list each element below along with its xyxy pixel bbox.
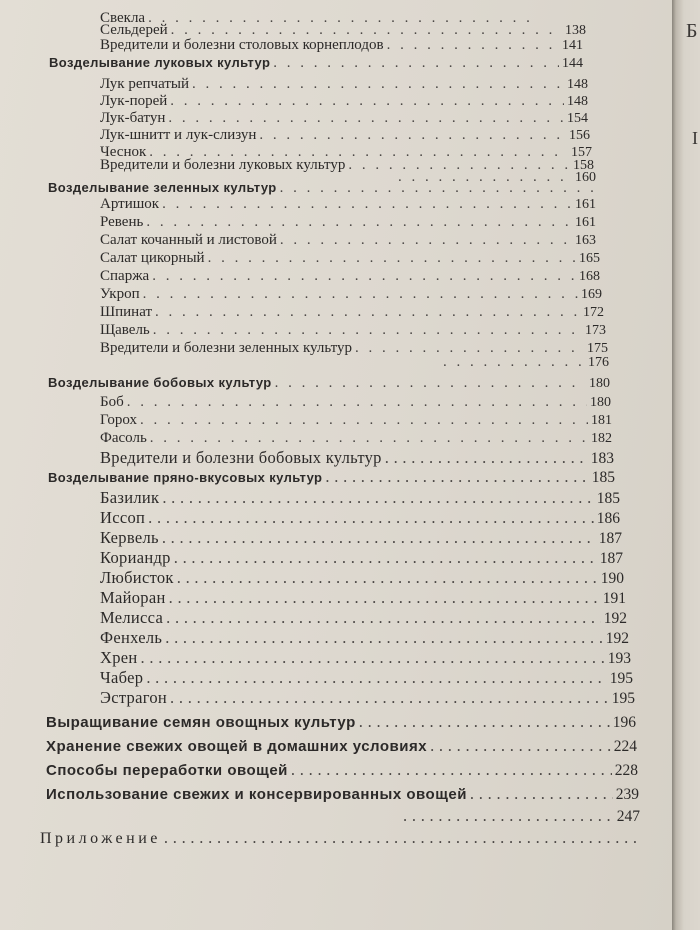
entry-title: Боб xyxy=(100,394,124,410)
page-number: 185 xyxy=(591,469,615,486)
toc-entry xyxy=(100,431,612,446)
facing-page-edge xyxy=(672,0,700,930)
toc-entry xyxy=(100,630,629,647)
dot-leader xyxy=(177,570,598,587)
toc-entry xyxy=(100,670,633,687)
entry-title: Шпинат xyxy=(100,304,153,320)
toc-entry xyxy=(100,287,602,302)
facing-page-letter: I xyxy=(692,128,698,148)
toc-section-entry xyxy=(46,786,639,803)
toc-entry xyxy=(100,590,626,607)
entry-title: Лук-шнитт и лук-слизун xyxy=(100,127,257,143)
entry-title: Вредители и болезни луковых культур xyxy=(100,157,346,173)
entry-title: Мелисса xyxy=(100,608,164,627)
entry-title: Приложение xyxy=(40,830,161,847)
dot-leader xyxy=(275,376,586,391)
dot-leader xyxy=(430,738,611,755)
dot-leader xyxy=(192,77,564,92)
dot-leader xyxy=(165,630,603,647)
dot-leader xyxy=(148,510,594,527)
page-number: 228 xyxy=(614,762,638,779)
toc-entry xyxy=(100,341,608,356)
page-number: 144 xyxy=(562,56,583,71)
entry-title: Выращивание семян овощных культур xyxy=(46,714,356,731)
toc-entry xyxy=(100,215,596,230)
entry-title: Свекла xyxy=(100,10,146,26)
dot-leader xyxy=(291,762,612,779)
page-number: 161 xyxy=(575,197,596,212)
page-number: 172 xyxy=(583,305,604,320)
dot-leader xyxy=(280,233,572,248)
entry-title: Фенхель xyxy=(100,628,163,647)
toc-appendix-entry xyxy=(40,830,640,847)
page-number: 180 xyxy=(589,376,610,391)
toc-entry xyxy=(100,530,622,547)
page-number: 185 xyxy=(596,490,620,507)
entry-title: Фасоль xyxy=(100,430,147,446)
dot-leader xyxy=(162,490,593,507)
facing-page-letter: Б xyxy=(686,20,698,42)
dot-leader xyxy=(162,530,596,547)
toc-entry xyxy=(100,251,600,266)
dot-leader xyxy=(127,395,587,410)
page-number: 182 xyxy=(591,431,612,446)
entry-title: Возделывание зеленных культур xyxy=(48,180,277,195)
toc-entry xyxy=(100,450,614,467)
entry-title: Возделывание луковых культур xyxy=(49,55,271,70)
dot-leader xyxy=(166,610,601,627)
page-number: 173 xyxy=(585,323,606,338)
toc-entry xyxy=(100,305,604,320)
entry-title: Салат цикорный xyxy=(100,250,205,266)
page-number: 247 xyxy=(616,808,640,825)
dot-leader xyxy=(170,94,564,109)
entry-title: Любисток xyxy=(100,568,174,587)
page-number: 190 xyxy=(600,570,624,587)
dot-leader xyxy=(280,181,593,196)
page-number: 191 xyxy=(602,590,626,607)
entry-title: Лук репчатый xyxy=(100,76,189,92)
dot-leader xyxy=(143,287,578,302)
page-number: 195 xyxy=(611,690,635,707)
toc-entry xyxy=(100,395,611,410)
page-number: 158 xyxy=(573,158,594,173)
toc-entry xyxy=(100,38,583,53)
page-number: 239 xyxy=(615,786,639,803)
toc-entry xyxy=(100,197,596,212)
dot-leader xyxy=(168,111,564,126)
entry-title: Горох xyxy=(100,412,137,428)
dot-leader xyxy=(273,56,559,71)
dot-leader xyxy=(155,305,580,320)
toc-entry xyxy=(100,111,588,126)
dot-leader xyxy=(470,786,613,803)
page-number: 156 xyxy=(569,128,590,143)
dot-leader xyxy=(162,197,572,212)
toc-entry xyxy=(100,413,612,428)
page-number: 141 xyxy=(562,38,583,53)
entry-title: Кориандр xyxy=(100,548,171,567)
entry-title: Лук-батун xyxy=(100,110,166,126)
dot-leader xyxy=(170,690,609,707)
dot-leader xyxy=(141,650,605,667)
entry-title: Майоран xyxy=(100,588,166,607)
page-number: 176 xyxy=(588,355,609,370)
page-number: 196 xyxy=(612,714,636,731)
page-number: 195 xyxy=(609,670,633,687)
dot-leader xyxy=(146,670,606,687)
page-number: 168 xyxy=(579,269,600,284)
toc-section-entry xyxy=(48,469,615,486)
toc-entry xyxy=(400,808,640,825)
page-number: 138 xyxy=(565,23,586,38)
toc-entry xyxy=(100,23,586,38)
entry-title: Вредители и болезни столовых корнеплодов xyxy=(100,37,384,53)
toc-entry xyxy=(100,610,627,627)
page-number: 183 xyxy=(590,450,614,467)
page-number: 187 xyxy=(599,550,623,567)
entry-title: Укроп xyxy=(100,286,140,302)
entry-title: Хрен xyxy=(100,648,138,667)
page-number: 169 xyxy=(581,287,602,302)
entry-title: Возделывание пряно-вкусовых культур xyxy=(48,470,323,485)
entry-title: Вредители и болезни зеленных культур xyxy=(100,340,353,356)
dot-leader xyxy=(259,128,566,143)
page-number: 192 xyxy=(603,610,627,627)
entry-title: Вредители и болезни бобовых культур xyxy=(100,448,382,467)
entry-title: Артишок xyxy=(100,196,160,212)
entry-title: Способы переработки овощей xyxy=(46,762,288,779)
dot-leader xyxy=(355,341,584,356)
page-number: 148 xyxy=(567,77,588,92)
entry-title: Использование свежих и консервированных овощей xyxy=(46,786,467,803)
entry-title: Сельдерей xyxy=(100,22,168,38)
entry-title: Чеснок xyxy=(100,144,147,160)
toc-entry xyxy=(100,94,588,109)
dot-leader xyxy=(403,808,614,825)
entry-title: Кервель xyxy=(100,528,159,547)
entry-title: Базилик xyxy=(100,488,160,507)
entry-title: Хранение свежих овощей в домашних условиях xyxy=(46,738,428,755)
entry-title: Ревень xyxy=(100,214,144,230)
page-number: 192 xyxy=(605,630,629,647)
toc-section-entry xyxy=(46,762,638,779)
toc-entry xyxy=(100,128,590,143)
dot-leader xyxy=(174,550,597,567)
entry-title: Лук-порей xyxy=(100,93,168,109)
dot-leader xyxy=(387,38,559,53)
page-number: 154 xyxy=(567,111,588,126)
dot-leader xyxy=(385,450,588,467)
dot-leader xyxy=(325,469,588,486)
dot-leader xyxy=(140,413,588,428)
page-number: 193 xyxy=(607,650,631,667)
toc-section-entry xyxy=(46,714,636,731)
toc-entry xyxy=(100,269,600,284)
dot-leader xyxy=(152,269,576,284)
toc-section-entry xyxy=(46,738,637,755)
toc-entry xyxy=(100,323,606,338)
toc-entry xyxy=(440,355,609,370)
entry-title: Эстрагон xyxy=(100,688,168,707)
toc-section-entry xyxy=(48,181,596,196)
dot-leader xyxy=(164,830,637,847)
page-number: 157 xyxy=(571,145,592,160)
dot-leader xyxy=(208,251,576,266)
page-number: 161 xyxy=(575,215,596,230)
toc-section-entry xyxy=(48,376,610,391)
toc-entry xyxy=(100,77,588,92)
entry-title: Салат кочанный и листовой xyxy=(100,232,277,248)
page-number: 181 xyxy=(591,413,612,428)
toc-entry xyxy=(100,550,623,567)
entry-title: Щавель xyxy=(100,322,150,338)
dot-leader xyxy=(359,714,610,731)
toc-entry xyxy=(100,490,620,507)
dot-leader xyxy=(153,323,582,338)
toc-entry xyxy=(100,233,596,248)
page-number: 148 xyxy=(567,94,588,109)
page-number: 175 xyxy=(587,341,608,356)
page-number: 186 xyxy=(596,510,620,527)
page-number: 160 xyxy=(575,170,596,185)
dot-leader xyxy=(171,23,562,38)
toc-section-entry xyxy=(49,56,583,71)
entry-title: Иссоп xyxy=(100,508,146,527)
dot-leader xyxy=(150,431,588,446)
toc-entry xyxy=(100,510,620,527)
page-number: 224 xyxy=(613,738,637,755)
toc-entry xyxy=(100,690,635,707)
page-number: 165 xyxy=(579,251,600,266)
page-number: 187 xyxy=(598,530,622,547)
page-number: 180 xyxy=(590,395,611,410)
entry-title: Чабер xyxy=(100,668,144,687)
toc-entry xyxy=(100,650,631,667)
entry-title: Спаржа xyxy=(100,268,150,284)
page-number: 163 xyxy=(575,233,596,248)
dot-leader xyxy=(169,590,600,607)
dot-leader xyxy=(443,355,585,370)
dot-leader xyxy=(146,215,572,230)
entry-title: Возделывание бобовых культур xyxy=(48,375,272,390)
toc-entry xyxy=(100,570,624,587)
